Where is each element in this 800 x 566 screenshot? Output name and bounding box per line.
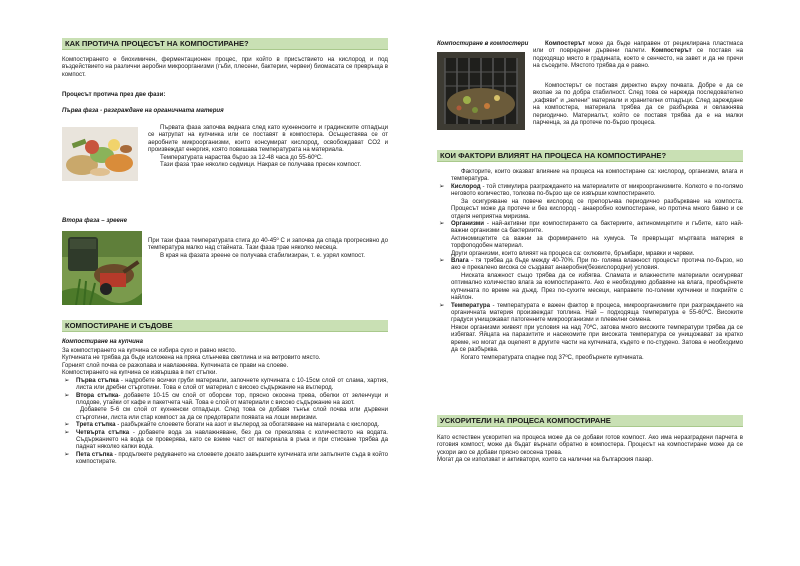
arrow-bullet-icon: ➢	[64, 450, 70, 458]
arrow-bullet-icon: ➢	[439, 301, 445, 309]
compost-bin-photo	[437, 52, 525, 130]
pile-line-2: Купчината не трябва да бъде изложена на пряка слънчева светлина и на ветровито място.	[62, 354, 321, 362]
pile-title: Компостиране на купчина	[62, 338, 143, 345]
phase2-end: В края на фазата зреене се получава стабилизиран, т. е. узрял компост.	[160, 251, 365, 259]
factors-list	[437, 183, 743, 361]
list-item: ➢ Пета стъпка - продължете редуването на слоевете докато завършите купчината или запълните съда в който компостирате.	[64, 450, 388, 466]
phase2-title: Втора фаза – зреене	[62, 217, 127, 224]
arrow-bullet-icon: ➢	[64, 376, 70, 384]
phase1-text: Първата фаза започва веднага след като кухненските и градинските отпадъци се натрупат на купчинка или се поставят в компостера. Осъществява се от аеробните микроорганизми, които консумират кислород, освобождават CO2 и произвеждат енергия, която повишава температурата на материала.	[148, 124, 388, 154]
arrow-bullet-icon: ➢	[439, 182, 445, 190]
list-item: ➢ Влага - тя трябва да бъде между 40-70%. При по- голяма влажност процесът протича по-бързо, но ако е прекалено висока се създават анаеробни(безкислородни) условия. Ниската влажност също трябва да се избягва. Сламата и влакнестите материали осигуряват оптимално количество влага за компостирането. Ако е необходимо добавяне на влага, преобърнете купчината по време на дъжд. През по-сухите месеци, направете по-големи купчинки и покрийте с найлон.	[439, 257, 743, 302]
arrow-bullet-icon: ➢	[439, 219, 445, 227]
arrow-bullet-icon: ➢	[439, 257, 445, 265]
list-item: ➢ Трета стъпка - разбъркайте слоевете богати на азот и въглерод за обогатяване на материала с кислород.	[64, 421, 380, 429]
oxygen-p2: За осигуряване на повече кислород се препоръчва периодично разбъркване на компоста. Процесът може да протече и без кислород - анаеробно компостиране, но протича много бавно и се отделя неприятна миризма.	[451, 197, 743, 220]
phase2-text-block	[148, 237, 388, 259]
bin-title: Компостиране в компостери	[437, 40, 529, 47]
pile-intro-block	[62, 347, 388, 466]
list-item: ➢ Организми - най-активни при компостирането са бактериите, актиномицетите и гъбите, като най- важни организми са бактериите. Актиномицетите са важни за формирането на хумуса. Те превръщат мъртвата материя в торфоподобен материал. Други организми, които влияят на процеса са: охлювите, бръмбари, мравки и червеи.	[439, 219, 743, 257]
list-item: ➢ Кислород - той стимулира разграждането на материалите от микроорганизмите. Колкото е по-голямо неговото количество, толкова по-бързо ще се извърши компостирането. За осигуряване на повече кислород се препоръчва периодично разбъркване на компоста. Процесът може да протече и без кислород - анаеробно компостиране, но протича много бавно и се отделя неприятна миризма.	[439, 182, 743, 220]
accelerators-text-2: Могат да се използват и активатори, които са налични на българския пазар.	[437, 456, 654, 464]
phase2-text: При тази фаза температурата стига до 40-45º С и започва да спада прогресивно до температура малко над стайната. Тази фаза трае няколко месеца.	[148, 237, 388, 252]
accelerators-text: Като естествен ускорител на процеса може да се добави готов компост. Ако има неразградени парчета в готовия компост, може да бъдат върнати обратно в компостера. Процесът на компостиране може да се ускори ако се добави прясно окосена трева.	[437, 434, 743, 456]
pile-line-3: Горният слой почва се разкопава и навлажнява. Купчината се прави на слоеве.	[62, 361, 289, 369]
phase1-temperature: Температурата нараства бързо за 12-48 часа до 55-60ºС.	[160, 153, 323, 161]
steps-list	[62, 377, 388, 466]
list-item: ➢ Температура - температурата е важен фактор в процеса, микроорганизмите при разграждането на органичната материя произвеждат топлина. Най – подходяща температура е 55-60ºС. Високите градуси унищожават патогенните микроорганизми и плевелни семена. Някои организми живеят при условия на над 70ºС, затова много високите температури трябва да се избягват. Яйцата на паразитите и насекомите при високата температура се унищожават за кратко време, но могат да оцелеят в другите части на купчината, където е по-студено. Затова е необходимо да се разбърква. Когато температурата спадне под 37ºС, преобърнете купчината.	[439, 301, 743, 361]
phase1-text-block	[148, 124, 388, 169]
bin-term-2: Компостерът	[651, 47, 692, 55]
pile-line-1: За компостирането на купчина се избира сухо и равно място.	[62, 347, 237, 354]
temp-p2: Някои организми живеят при условия на над 70ºС, затова много високите температури трябва да се избягват. Яйцата на паразитите и насекомите при високата температура се унищожават за кратко време, но могат да оцелеят в другите части на купчината, където е по-студено. Затова е необходимо да се разбърква.	[451, 323, 743, 354]
list-item: ➢ Втора стъпка- добавете 10-15 см слой от оборски тор, прясно окосена трева, обелки от зеленчуци и плодове, утайки от кафе и пакетчета чай. Това е слой от материали с високо съдържание на азот.	[64, 391, 389, 406]
temp-p3: Когато температурата спадне под 37ºС, преобърнете купчината.	[461, 353, 644, 361]
arrow-bullet-icon: ➢	[64, 428, 70, 436]
factors-intro: Факторите, които оказват влияние на процеса на компостиране са: кислород, организми, влага и температура.	[451, 168, 743, 183]
section-heading-process: КАК ПРОТИЧА ПРОЦЕСЪТ НА КОМПОСТИРАНЕ?	[62, 38, 388, 50]
org-p2: Актиномицетите са важни за формирането на хумуса. Те превръщат мъртвата материя в торфоподобен материал.	[451, 234, 743, 250]
bin-text-3: Компостерът се поставя директно върху почвата. Добре е да се вкопае за по добра стабилност. След това се нарежда последователно „кафяви" и „зелени" материали и хранителни отпадъци. След зареждане на компостера, материала трябва да се разбърква и овлажнява периодично. Материалът, който се поставя трябва да е на малки парченца, за да протече по-бързо процеса.	[533, 82, 743, 127]
intro-paragraph: Компостирането е биохимичен, ферментационен процес, при който в присъствието на кислород и под въздействието на различни аеробни микроорганизми (гъби, плесени, бактерии, червеи) биомасата се превръща в компост.	[62, 56, 388, 78]
pile-line-4: Компостирането на купчина се извършва в пет стъпки.	[62, 369, 218, 377]
list-item: ➢ Първа стъпка - надробете всички груби материали, започнете купчината с 10-15см слой от слама, хартия, листа или дребни стърготини. Това е слой от материал с високо съдържание на въглерод.	[64, 376, 389, 392]
section-heading-accelerators: УСКОРИТЕЛИ НА ПРОЦЕСА КОМПОСТИРАНЕ	[437, 415, 743, 427]
list-item: Добавете 5-6 см слой от кухненски отпадъци. След това се добавя тънък слой почва или дървени стърготини, листа или стар компост за да се предотврати появата на лоши миризми.	[76, 406, 388, 421]
garden-compost-photo	[62, 231, 142, 305]
arrow-bullet-icon: ➢	[64, 421, 70, 429]
phase1-title: Първа фаза - разграждане на органичната материя	[62, 107, 224, 114]
phases-label: Процесът протича през две фази:	[62, 91, 166, 98]
section-heading-factors: КОИ ФАКТОРИ ВЛИЯЯТ НА ПРОЦЕСА НА КОМПОСТИРАНЕ?	[437, 150, 743, 162]
section-heading-vessels: КОМПОСТИРАНЕ И СЪДОВЕ	[62, 320, 388, 332]
bin-text-block: Компостерът може да бъде направен от рециклирана пластмаса или от повредени дървени палети. Компостерът се поставя на подходящо място в градината, което е сенчесто, на завет и да не пречи на съседите. Мястото трябва да е равно.	[533, 40, 743, 70]
arrow-bullet-icon: ➢	[64, 391, 70, 399]
moist-p2: Ниската влажност също трябва да се избягва. Сламата и влакнестите материали осигуряват оптимално количество влага за компостирането. Ако е необходимо добавяне на влага, преобърнете купчината по време на дъжд. През по-сухите месеци, направете по-големи купчинки и покрийте с найлон.	[451, 271, 743, 302]
factors-block	[437, 168, 743, 361]
bin-term-1: Компостерът	[545, 40, 586, 47]
org-p3: Други организми, които влияят на процеса са: охлювите, бръмбари, мравки и червеи.	[451, 249, 695, 257]
list-item: ➢ Четвърта стъпка - добавете вода за навлажняване, без да се прекалява с количеството на водата. Съдържанието на вода се проверява, като се вземе част от материала в ръка и при стискане трябва да паднат няколко капки вода.	[64, 428, 388, 451]
phase1-duration: Тази фаза трае няколко седмици. Накрая се получава пресен компост.	[160, 161, 362, 169]
accelerators-block	[437, 434, 743, 464]
vegetable-scraps-photo	[62, 127, 138, 181]
